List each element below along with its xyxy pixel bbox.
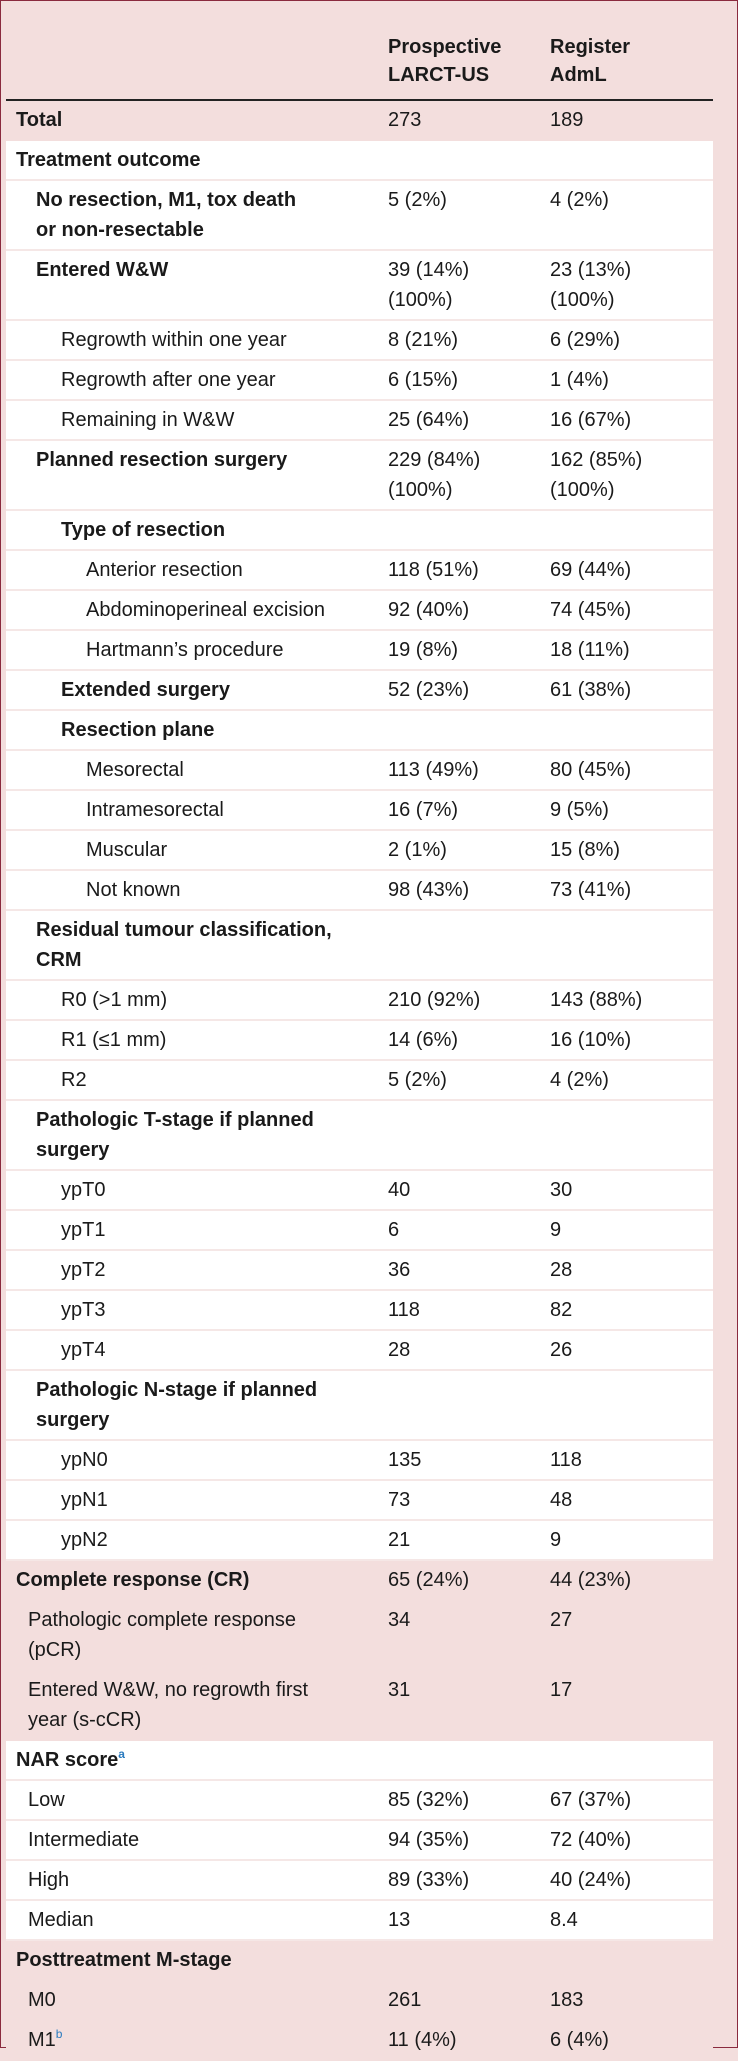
row-value-a: 118 (51%): [388, 550, 550, 590]
row-label: Not known: [6, 870, 388, 910]
table-row: [6, 1980, 713, 2020]
table-row: [6, 790, 713, 830]
table-row: [6, 980, 713, 1020]
subsection-label-line1: Residual tumour classification,: [36, 919, 332, 941]
table-row: [6, 1520, 713, 1560]
row-value-a: 34: [388, 1600, 550, 1670]
row-value-a: 14 (6%): [388, 1020, 550, 1060]
row-value-b: 28: [550, 1250, 713, 1290]
table-row: [6, 1060, 713, 1100]
table-row: [6, 830, 713, 870]
row-value-b: [550, 250, 713, 320]
row-value-b: 16 (67%): [550, 400, 713, 440]
row-label: ypT0: [6, 1170, 388, 1210]
subsection-row: [6, 1370, 713, 1440]
row-value-b: 8.4: [550, 1900, 713, 1940]
table-row: [6, 360, 713, 400]
row-label: Intramesorectal: [6, 790, 388, 830]
row-value-b: 18 (11%): [550, 630, 713, 670]
row-value-b: 72 (40%): [550, 1820, 713, 1860]
table-row: [6, 1020, 713, 1060]
table-row: [6, 1860, 713, 1900]
table-row: [6, 100, 713, 140]
table-row: [6, 1440, 713, 1480]
row-value-b: 143 (88%): [550, 980, 713, 1020]
table-row: [6, 1290, 713, 1330]
row-label-line2: year (s-cCR): [28, 1709, 142, 1731]
table-row: [6, 1820, 713, 1860]
value-line2: (100%): [550, 289, 615, 311]
row-label: ypT4: [6, 1330, 388, 1370]
row-label: R0 (>1 mm): [6, 980, 388, 1020]
table-row: [6, 250, 713, 320]
header-register: [550, 23, 713, 100]
row-value-b: 40 (24%): [550, 1860, 713, 1900]
row-label: Extended surgery: [6, 670, 388, 710]
subsection-label-line2: surgery: [36, 1139, 110, 1161]
row-label: High: [6, 1860, 388, 1900]
subsection-label: [6, 1100, 388, 1170]
row-value-a: [388, 440, 550, 510]
table-row: [6, 1670, 713, 1740]
row-value-a: 113 (49%): [388, 750, 550, 790]
table-row: [6, 2020, 713, 2060]
row-value-b: 16 (10%): [550, 1020, 713, 1060]
value-line1: 23 (13%): [550, 259, 632, 281]
row-label: ypN1: [6, 1480, 388, 1520]
table-row: [6, 1250, 713, 1290]
row-value-a: 261: [388, 1980, 550, 2020]
section-label: [6, 1740, 388, 1780]
value-line1: 162 (85%): [550, 449, 643, 471]
row-value-b: 9 (5%): [550, 790, 713, 830]
row-value-a: 21: [388, 1520, 550, 1560]
subsection-label: [6, 910, 388, 980]
row-value-a: 85 (32%): [388, 1780, 550, 1820]
table-row: [6, 1170, 713, 1210]
row-value-b: 44 (23%): [550, 1560, 713, 1600]
row-value-a: 273: [388, 100, 550, 140]
row-label: [6, 180, 388, 250]
section-row: [6, 1940, 713, 1980]
row-value-a: 98 (43%): [388, 870, 550, 910]
row-value-b: 74 (45%): [550, 590, 713, 630]
row-value-a: 210 (92%): [388, 980, 550, 1020]
row-label-line1: Pathologic complete response: [28, 1609, 296, 1631]
row-value-b: 9: [550, 1210, 713, 1250]
section-row: [6, 1740, 713, 1780]
row-value-b: 26: [550, 1330, 713, 1370]
row-label: Hartmann’s procedure: [6, 630, 388, 670]
row-value-b: 30: [550, 1170, 713, 1210]
subsection-label: Type of resection: [6, 510, 388, 550]
row-label: ypT2: [6, 1250, 388, 1290]
row-label: [6, 2020, 388, 2060]
row-label: R1 (≤1 mm): [6, 1020, 388, 1060]
row-value-b: 6 (4%): [550, 2020, 713, 2060]
header-register-line2: AdmL: [550, 64, 607, 86]
subsection-label: [6, 1370, 388, 1440]
row-value-b: 6 (29%): [550, 320, 713, 360]
subsection-label-line1: Pathologic T-stage if planned: [36, 1109, 314, 1131]
subsection-row: [6, 510, 713, 550]
table-row: [6, 870, 713, 910]
header-register-line1: Register: [550, 36, 631, 58]
table-row: [6, 1900, 713, 1940]
subsection-row: [6, 710, 713, 750]
row-value-a: 135: [388, 1440, 550, 1480]
row-value-b: 82: [550, 1290, 713, 1330]
table-row: [6, 400, 713, 440]
row-value-a: [388, 250, 550, 320]
row-value-b: 48: [550, 1480, 713, 1520]
row-label: Entered W&W: [6, 250, 388, 320]
subsection-label-line1: Pathologic N-stage if planned: [36, 1379, 318, 1401]
row-value-a: 28: [388, 1330, 550, 1370]
table-row: [6, 1330, 713, 1370]
value-line2: (100%): [550, 479, 615, 501]
section-label: Posttreatment M-stage: [6, 1940, 388, 1980]
row-value-a: 5 (2%): [388, 180, 550, 250]
subsection-row: [6, 1100, 713, 1170]
row-label: R2: [6, 1060, 388, 1100]
row-label: Anterior resection: [6, 550, 388, 590]
row-value-b: 189: [550, 100, 713, 140]
row-value-a: 16 (7%): [388, 790, 550, 830]
row-value-a: 118: [388, 1290, 550, 1330]
row-value-b: 15 (8%): [550, 830, 713, 870]
row-value-b: 73 (41%): [550, 870, 713, 910]
table-row: [6, 1480, 713, 1520]
row-value-b: 80 (45%): [550, 750, 713, 790]
row-label: Median: [6, 1900, 388, 1940]
row-value-a: 6: [388, 1210, 550, 1250]
row-value-a: 94 (35%): [388, 1820, 550, 1860]
row-value-b: 1 (4%): [550, 360, 713, 400]
row-label: Remaining in W&W: [6, 400, 388, 440]
row-label: Intermediate: [6, 1820, 388, 1860]
row-value-a: 5 (2%): [388, 1060, 550, 1100]
row-label: [6, 1670, 388, 1740]
section-label-text: NAR score: [16, 1749, 119, 1771]
row-value-b: 67 (37%): [550, 1780, 713, 1820]
section-row: [6, 140, 713, 180]
row-label: ypT1: [6, 1210, 388, 1250]
row-value-b: 183: [550, 1980, 713, 2020]
section-label: Treatment outcome: [6, 140, 388, 180]
header-prospective-line1: Prospective: [388, 36, 502, 58]
row-label-line2: (pCR): [28, 1639, 82, 1661]
table-row: [6, 180, 713, 250]
row-label: ypN2: [6, 1520, 388, 1560]
row-value-b: 27: [550, 1600, 713, 1670]
table-row: [6, 590, 713, 630]
table-row: [6, 1560, 713, 1600]
row-value-a: 52 (23%): [388, 670, 550, 710]
footnote-a-link[interactable]: a: [118, 1747, 125, 1761]
table-row: [6, 1210, 713, 1250]
table-row: [6, 550, 713, 590]
row-value-a: 89 (33%): [388, 1860, 550, 1900]
footnote-b-link[interactable]: b: [55, 2027, 63, 2041]
row-label: ypN0: [6, 1440, 388, 1480]
data-table: [6, 23, 713, 2061]
row-value-b: 61 (38%): [550, 670, 713, 710]
row-value-b: 17: [550, 1670, 713, 1740]
table-row: [6, 750, 713, 790]
subsection-label-line2: surgery: [36, 1409, 110, 1431]
row-label: ypT3: [6, 1290, 388, 1330]
row-value-a: 19 (8%): [388, 630, 550, 670]
row-value-a: 36: [388, 1250, 550, 1290]
row-value-a: 73: [388, 1480, 550, 1520]
row-value-a: 40: [388, 1170, 550, 1210]
table-row: [6, 1780, 713, 1820]
row-label: Regrowth within one year: [6, 320, 388, 360]
value-line2: (100%): [388, 289, 453, 311]
table-row: [6, 320, 713, 360]
row-value-a: 25 (64%): [388, 400, 550, 440]
row-label: Regrowth after one year: [6, 360, 388, 400]
subsection-label: Resection plane: [6, 710, 388, 750]
row-label-line2: or non-resectable: [36, 219, 204, 241]
row-label-line1: Entered W&W, no regrowth first: [28, 1679, 309, 1701]
table-row: [6, 440, 713, 510]
row-value-b: 4 (2%): [550, 1060, 713, 1100]
table-row: [6, 630, 713, 670]
row-label: Complete response (CR): [6, 1560, 388, 1600]
subsection-row: [6, 910, 713, 980]
row-value-a: 65 (24%): [388, 1560, 550, 1600]
row-value-b: 4 (2%): [550, 180, 713, 250]
header-empty: [6, 23, 388, 100]
row-value-a: 92 (40%): [388, 590, 550, 630]
header-prospective-line2: LARCT-US: [388, 64, 490, 86]
row-label: Muscular: [6, 830, 388, 870]
table-row: [6, 1600, 713, 1670]
table-row: [6, 670, 713, 710]
row-value-b: 118: [550, 1440, 713, 1480]
row-value-b: [550, 440, 713, 510]
row-value-a: 2 (1%): [388, 830, 550, 870]
row-value-a: 11 (4%): [388, 2020, 550, 2060]
row-label: Abdominoperineal excision: [6, 590, 388, 630]
row-label: [6, 1600, 388, 1670]
row-value-a: 31: [388, 1670, 550, 1740]
row-value-b: 69 (44%): [550, 550, 713, 590]
row-value-a: 6 (15%): [388, 360, 550, 400]
row-label: Mesorectal: [6, 750, 388, 790]
row-label: Low: [6, 1780, 388, 1820]
row-label: M0: [6, 1980, 388, 2020]
row-label-line1: No resection, M1, tox death: [36, 189, 297, 211]
value-line1: 39 (14%): [388, 259, 470, 281]
row-label-text: M1: [28, 2029, 56, 2051]
row-label: Total: [6, 100, 388, 140]
table-header: [6, 23, 713, 100]
value-line1: 229 (84%): [388, 449, 481, 471]
row-value-b: 9: [550, 1520, 713, 1560]
row-label: Planned resection surgery: [6, 440, 388, 510]
subsection-label-line2: CRM: [36, 949, 82, 971]
header-prospective: [388, 23, 550, 100]
row-value-a: 13: [388, 1900, 550, 1940]
row-value-a: 8 (21%): [388, 320, 550, 360]
value-line2: (100%): [388, 479, 453, 501]
